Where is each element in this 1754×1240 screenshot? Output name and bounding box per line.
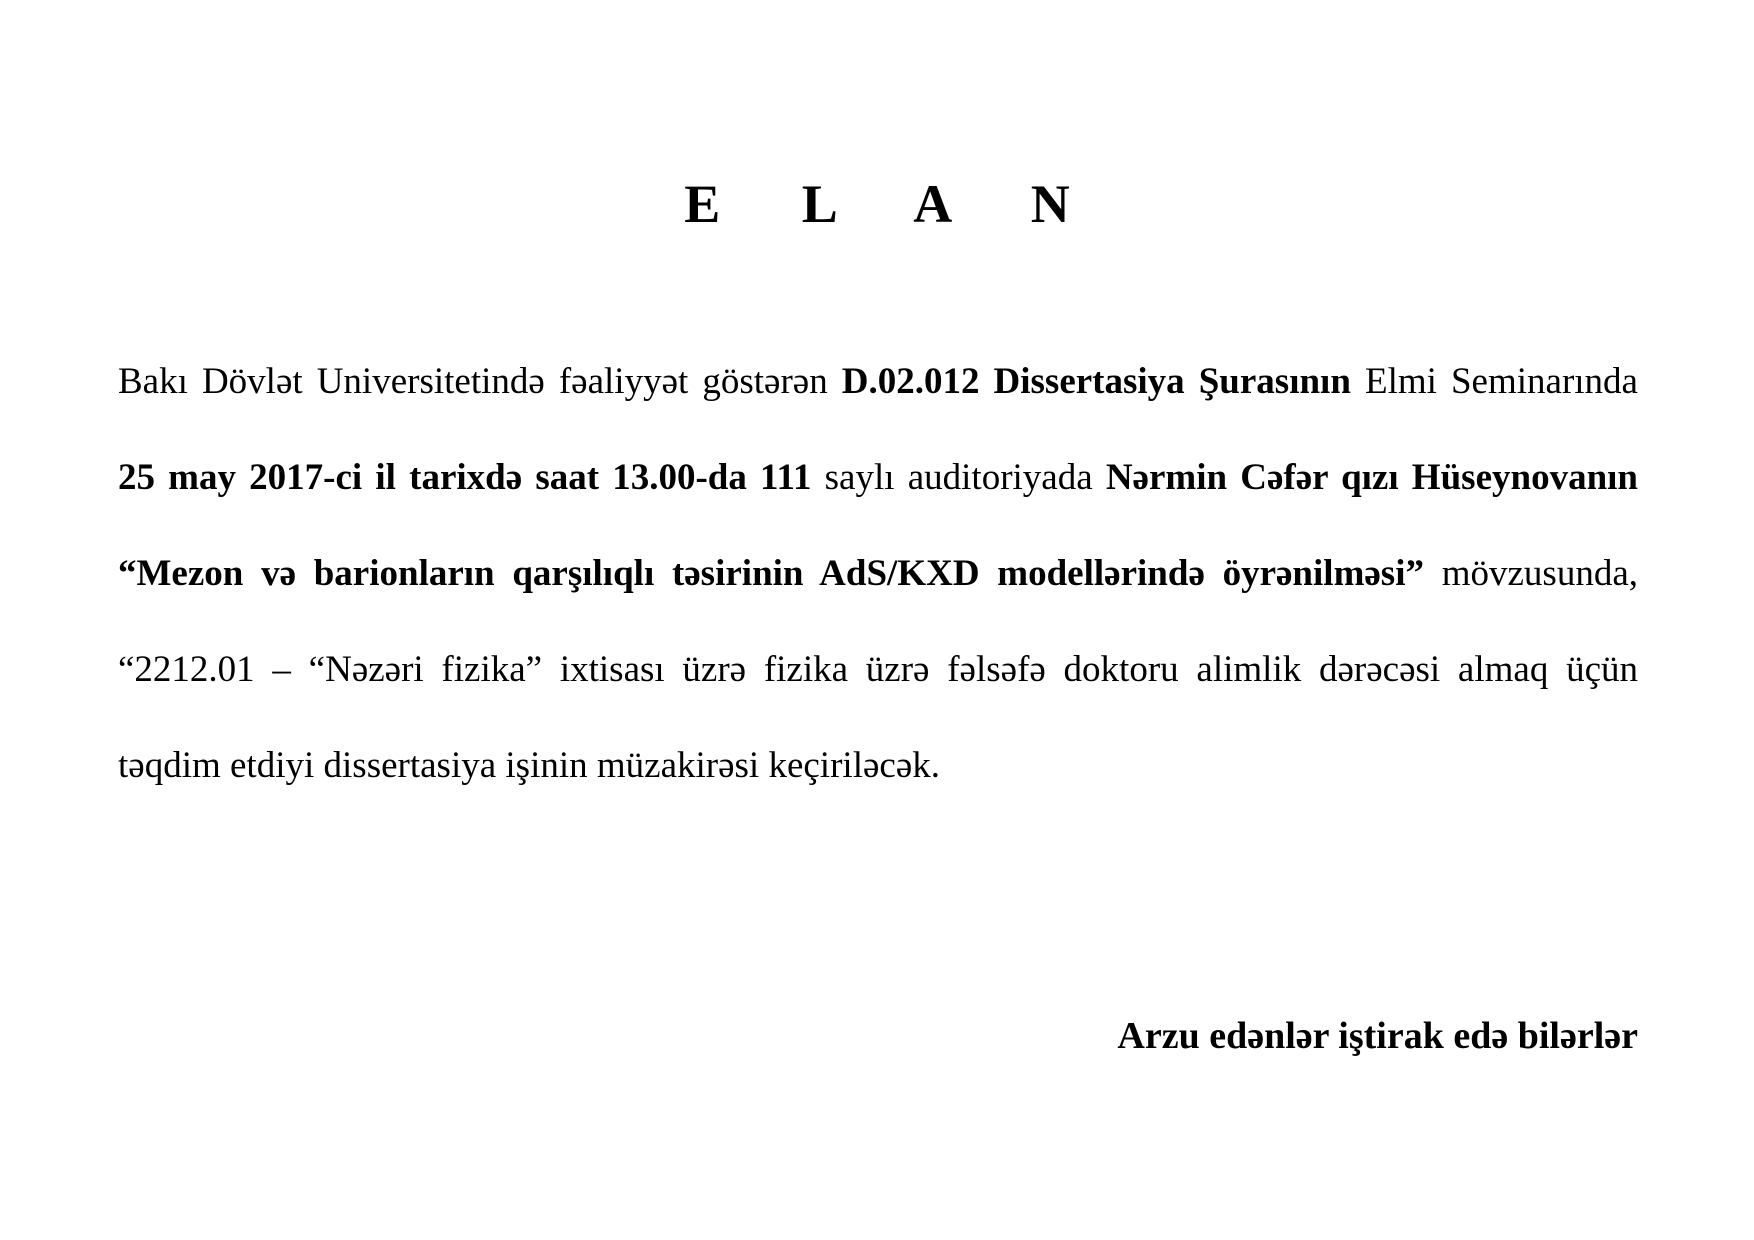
seminar-date-time: 25 may 2017-ci il tarixdə saat 13.00-da 111 (118, 457, 812, 498)
announcement-title: E L A N (684, 174, 1104, 234)
body-text-segment: saylı auditoriyada (811, 457, 1106, 498)
body-text-segment: Bakı Dövlət Universitetində fəaliyyət göstərən (118, 361, 842, 402)
body-text-segment: mövzusunda, “2212.01 – “Nəzəri fizika” ixtisası üzrə fizika üzrə fəlsəfə doktoru alimlik dərəcəsi almaq üçün təqdim etdiyi dissertasiya işinin müzakirəsi keçiriləcək. (118, 553, 1638, 786)
closing-line: Arzu edənlər iştirak edə bilərlər (1117, 1015, 1638, 1057)
announcement-body (118, 334, 1638, 814)
council-name: D.02.012 Dissertasiya Şurasının (841, 361, 1351, 402)
dissertation-author-and-topic: Nərmin Cəfər qızı Hüseynovanın “Mezon və barionların qarşılıqlı təsirinin AdS/KXD modellərində öyrənilməsi” (118, 457, 1639, 594)
body-text-segment: Elmi Seminarında (1350, 361, 1638, 402)
